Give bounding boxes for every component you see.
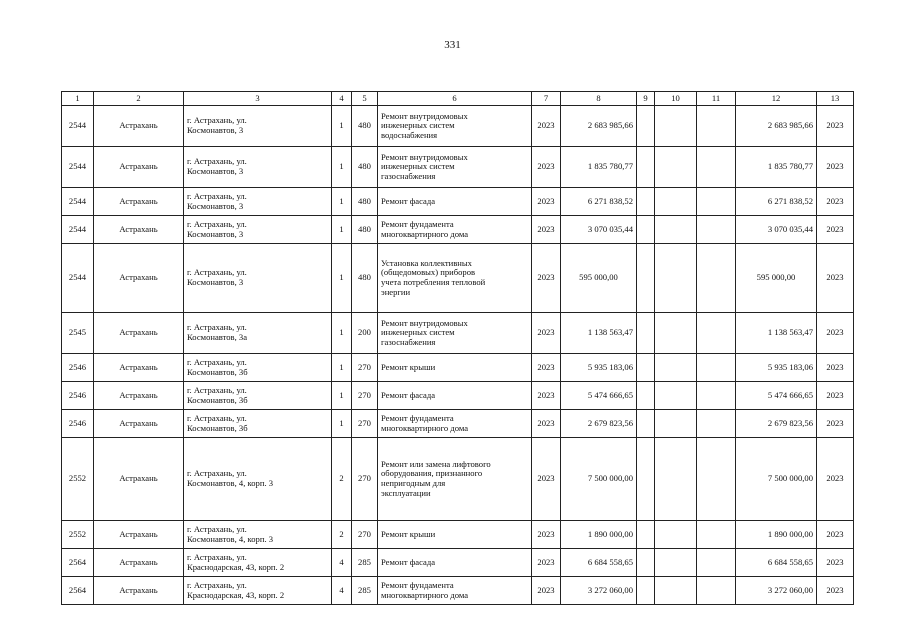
cell-work-type-line: учета потребления тепловой — [381, 277, 486, 287]
cell-city: Астрахань — [94, 410, 184, 438]
cell-work-type-line: газоснабжения — [381, 336, 436, 347]
cell-work-type — [378, 549, 532, 577]
cell-address-line: г. Астрахань, ул. — [187, 115, 247, 126]
cell-amount: 1 835 780,77 — [561, 147, 637, 188]
cell-col10 — [655, 382, 697, 410]
cell-year: 2023 — [532, 106, 561, 147]
cell-total: 1 138 563,47 — [736, 313, 817, 354]
cell-work-type-line: Ремонт фундамента — [381, 579, 454, 590]
cell-work-type-line: многоквартирного дома — [381, 228, 469, 239]
cell-end-year: 2023 — [817, 106, 854, 147]
cell-col10 — [655, 410, 697, 438]
cell-city: Астрахань — [94, 354, 184, 382]
cell-col5: 270 — [352, 382, 378, 410]
cell-address-line: Краснодарская, 43, корп. 2 — [187, 589, 285, 600]
cell-id: 2564 — [62, 549, 94, 577]
cell-col9 — [637, 106, 655, 147]
cell-total: 3 272 060,00 — [736, 577, 817, 605]
cell-col11 — [697, 521, 736, 549]
cell-col4: 1 — [332, 354, 352, 382]
cell-year: 2023 — [532, 188, 561, 216]
cell-col10 — [655, 438, 697, 521]
cell-amount: 6 271 838,52 — [561, 188, 637, 216]
column-header: 13 — [817, 92, 854, 106]
cell-city: Астрахань — [94, 147, 184, 188]
cell-col4: 1 — [332, 382, 352, 410]
cell-total: 3 070 035,44 — [736, 216, 817, 244]
cell-col11 — [697, 106, 736, 147]
cell-work-type — [378, 438, 532, 521]
cell-end-year: 2023 — [817, 354, 854, 382]
cell-end-year: 2023 — [817, 521, 854, 549]
cell-address-line: Краснодарская, 43, корп. 2 — [187, 561, 285, 572]
cell-total: 7 500 000,00 — [736, 438, 817, 521]
cell-end-year: 2023 — [817, 188, 854, 216]
cell-address-line: Космонавтов, 3б — [187, 366, 248, 377]
cell-col5: 270 — [352, 521, 378, 549]
cell-total: 6 271 838,52 — [736, 188, 817, 216]
cell-amount: 5 474 666,65 — [561, 382, 637, 410]
cell-col9 — [637, 521, 655, 549]
cell-col4: 2 — [332, 521, 352, 549]
cell-total: 1 890 000,00 — [736, 521, 817, 549]
cell-address — [184, 216, 332, 244]
cell-total: 5 474 666,65 — [736, 382, 817, 410]
cell-work-type-line: Ремонт фасада — [381, 556, 436, 567]
cell-col5: 285 — [352, 549, 378, 577]
cell-work-type — [378, 354, 532, 382]
cell-id: 2546 — [62, 382, 94, 410]
cell-col11 — [697, 244, 736, 313]
cell-work-type-line: Ремонт фундамента — [381, 412, 454, 423]
cell-work-type-line: многоквартирного дома — [381, 422, 469, 433]
cell-end-year: 2023 — [817, 313, 854, 354]
column-header: 5 — [352, 92, 378, 106]
cell-col5: 285 — [352, 577, 378, 605]
cell-total: 6 684 558,65 — [736, 549, 817, 577]
table-row — [62, 410, 854, 438]
cell-amount: 1 890 000,00 — [561, 521, 637, 549]
cell-address-line: г. Астрахань, ул. — [187, 551, 247, 562]
cell-address-line: г. Астрахань, ул. — [187, 156, 247, 167]
cell-work-type-line: инженерных систем — [381, 120, 455, 131]
cell-col10 — [655, 216, 697, 244]
cell-col4: 1 — [332, 410, 352, 438]
cell-year: 2023 — [532, 147, 561, 188]
cell-year: 2023 — [532, 244, 561, 313]
cell-amount: 1 138 563,47 — [561, 313, 637, 354]
cell-year: 2023 — [532, 549, 561, 577]
cell-amount: 6 684 558,65 — [561, 549, 637, 577]
cell-amount: 3 070 035,44 — [561, 216, 637, 244]
cell-work-type-line: энергии — [381, 286, 411, 297]
cell-work-type-line: Ремонт фасада — [381, 389, 436, 400]
table-row — [62, 577, 854, 605]
table-row — [62, 549, 854, 577]
cell-col11 — [697, 147, 736, 188]
cell-address-line: г. Астрахань, ул. — [187, 579, 247, 590]
cell-work-type-line: газоснабжения — [381, 170, 436, 181]
cell-amount: 7 500 000,00 — [561, 438, 637, 521]
cell-year: 2023 — [532, 216, 561, 244]
cell-work-type-line: Ремонт внутридомовых — [381, 151, 468, 162]
cell-col11 — [697, 549, 736, 577]
cell-end-year: 2023 — [817, 410, 854, 438]
cell-address — [184, 521, 332, 549]
cell-city: Астрахань — [94, 106, 184, 147]
cell-col5: 480 — [352, 147, 378, 188]
table-row — [62, 147, 854, 188]
cell-address-line: Космонавтов, 3 — [187, 200, 244, 211]
cell-col9 — [637, 354, 655, 382]
cell-end-year: 2023 — [817, 244, 854, 313]
cell-total: 5 935 183,06 — [736, 354, 817, 382]
cell-col5: 270 — [352, 438, 378, 521]
column-header: 8 — [561, 92, 637, 106]
cell-address-line: Космонавтов, 4, корп. 3 — [187, 533, 274, 544]
cell-work-type — [378, 244, 532, 313]
cell-amount: 2 679 823,56 — [561, 410, 637, 438]
cell-id: 2544 — [62, 216, 94, 244]
cell-work-type-line: Ремонт внутридомовых — [381, 110, 468, 121]
cell-col9 — [637, 410, 655, 438]
cell-work-type — [378, 106, 532, 147]
cell-col11 — [697, 438, 736, 521]
table-row — [62, 354, 854, 382]
cell-city: Астрахань — [94, 188, 184, 216]
cell-col4: 1 — [332, 188, 352, 216]
cell-col11 — [697, 410, 736, 438]
cell-address-line: г. Астрахань, ул. — [187, 523, 247, 534]
cell-id: 2544 — [62, 106, 94, 147]
cell-col10 — [655, 549, 697, 577]
cell-address-line: г. Астрахань, ул. — [187, 356, 247, 367]
cell-id: 2552 — [62, 521, 94, 549]
cell-id: 2546 — [62, 410, 94, 438]
cell-address — [184, 410, 332, 438]
table-row — [62, 244, 854, 313]
cell-id: 2544 — [62, 244, 94, 313]
cell-end-year: 2023 — [817, 438, 854, 521]
cell-col9 — [637, 549, 655, 577]
cell-end-year: 2023 — [817, 216, 854, 244]
cell-address-line: г. Астрахань, ул. — [187, 468, 247, 479]
cell-work-type-line: (общедомовых) приборов — [381, 267, 476, 278]
cell-address — [184, 382, 332, 410]
cell-work-type — [378, 147, 532, 188]
repair-program-table — [61, 91, 854, 605]
cell-amount: 595 000,00 — [561, 244, 637, 313]
cell-work-type-line: непригодным для — [381, 478, 446, 488]
cell-address — [184, 438, 332, 521]
cell-id: 2544 — [62, 188, 94, 216]
cell-address-line: г. Астрахань, ул. — [187, 218, 247, 229]
cell-end-year: 2023 — [817, 382, 854, 410]
table-row — [62, 313, 854, 354]
cell-address-line: Космонавтов, 3б — [187, 394, 248, 405]
cell-work-type — [378, 313, 532, 354]
cell-amount: 5 935 183,06 — [561, 354, 637, 382]
cell-col9 — [637, 382, 655, 410]
cell-city: Астрахань — [94, 216, 184, 244]
cell-col10 — [655, 147, 697, 188]
table-row — [62, 188, 854, 216]
cell-address-line: Космонавтов, 3 — [187, 228, 244, 239]
cell-address-line: г. Астрахань, ул. — [187, 190, 247, 201]
cell-col4: 1 — [332, 106, 352, 147]
column-header: 3 — [184, 92, 332, 106]
cell-id: 2546 — [62, 354, 94, 382]
cell-address — [184, 106, 332, 147]
cell-year: 2023 — [532, 577, 561, 605]
cell-work-type-line: Ремонт или замена лифтового — [381, 458, 491, 469]
cell-id: 2544 — [62, 147, 94, 188]
cell-col11 — [697, 577, 736, 605]
cell-col9 — [637, 244, 655, 313]
cell-work-type — [378, 188, 532, 216]
cell-address — [184, 354, 332, 382]
cell-work-type — [378, 216, 532, 244]
cell-work-type-line: водоснабжения — [381, 129, 438, 140]
table-row — [62, 106, 854, 147]
column-header: 11 — [697, 92, 736, 106]
cell-total: 2 679 823,56 — [736, 410, 817, 438]
cell-col9 — [637, 188, 655, 216]
cell-address — [184, 147, 332, 188]
cell-col10 — [655, 188, 697, 216]
cell-work-type-line: Установка коллективных — [381, 257, 472, 268]
cell-year: 2023 — [532, 313, 561, 354]
cell-year: 2023 — [532, 438, 561, 521]
cell-col5: 270 — [352, 410, 378, 438]
cell-work-type-line: Ремонт фасада — [381, 195, 436, 206]
cell-city: Астрахань — [94, 549, 184, 577]
cell-address — [184, 188, 332, 216]
column-header: 2 — [94, 92, 184, 106]
column-header: 4 — [332, 92, 352, 106]
cell-amount: 3 272 060,00 — [561, 577, 637, 605]
column-header: 9 — [637, 92, 655, 106]
cell-col9 — [637, 577, 655, 605]
cell-year: 2023 — [532, 354, 561, 382]
cell-address-line: г. Астрахань, ул. — [187, 412, 247, 423]
page-number: 331 — [444, 39, 461, 51]
cell-col4: 1 — [332, 216, 352, 244]
cell-work-type-line: инженерных систем — [381, 327, 455, 338]
cell-col4: 1 — [332, 147, 352, 188]
cell-col11 — [697, 216, 736, 244]
cell-work-type — [378, 577, 532, 605]
cell-work-type-line: Ремонт крыши — [381, 528, 436, 539]
cell-col10 — [655, 313, 697, 354]
cell-id: 2545 — [62, 313, 94, 354]
cell-col4: 1 — [332, 244, 352, 313]
cell-col5: 480 — [352, 188, 378, 216]
table-row — [62, 216, 854, 244]
cell-end-year: 2023 — [817, 577, 854, 605]
cell-col4: 2 — [332, 438, 352, 521]
cell-col5: 480 — [352, 244, 378, 313]
cell-city: Астрахань — [94, 313, 184, 354]
cell-col5: 480 — [352, 106, 378, 147]
cell-col10 — [655, 577, 697, 605]
table-row — [62, 521, 854, 549]
table-body — [62, 106, 854, 605]
cell-col4: 4 — [332, 549, 352, 577]
cell-amount: 2 683 985,66 — [561, 106, 637, 147]
cell-address-line: Космонавтов, 3а — [187, 332, 248, 342]
cell-work-type-line: инженерных систем — [381, 161, 455, 172]
cell-col9 — [637, 147, 655, 188]
cell-address-line: г. Астрахань, ул. — [187, 384, 247, 395]
cell-address-line: Космонавтов, 3 — [187, 166, 244, 176]
cell-work-type-line: Ремонт внутридомовых — [381, 317, 468, 328]
cell-work-type-line: эксплуатации — [381, 487, 431, 498]
cell-work-type — [378, 410, 532, 438]
column-header: 10 — [655, 92, 697, 106]
cell-end-year: 2023 — [817, 147, 854, 188]
column-header: 12 — [736, 92, 817, 106]
cell-year: 2023 — [532, 521, 561, 549]
cell-col11 — [697, 354, 736, 382]
cell-work-type — [378, 382, 532, 410]
column-header: 1 — [62, 92, 94, 106]
cell-col9 — [637, 438, 655, 521]
cell-col9 — [637, 216, 655, 244]
cell-address-line: Космонавтов, 4, корп. 3 — [187, 478, 274, 488]
cell-id: 2564 — [62, 577, 94, 605]
cell-address-line: Космонавтов, 3б — [187, 422, 248, 433]
cell-address-line: г. Астрахань, ул. — [187, 322, 247, 333]
cell-col4: 4 — [332, 577, 352, 605]
cell-col10 — [655, 244, 697, 313]
cell-work-type-line: многоквартирного дома — [381, 589, 469, 600]
cell-total: 1 835 780,77 — [736, 147, 817, 188]
cell-end-year: 2023 — [817, 549, 854, 577]
cell-city: Астрахань — [94, 577, 184, 605]
cell-id: 2552 — [62, 438, 94, 521]
table-row — [62, 382, 854, 410]
cell-col9 — [637, 313, 655, 354]
cell-col11 — [697, 188, 736, 216]
cell-work-type — [378, 521, 532, 549]
cell-address — [184, 577, 332, 605]
cell-col10 — [655, 521, 697, 549]
cell-col10 — [655, 354, 697, 382]
cell-col4: 1 — [332, 313, 352, 354]
cell-address — [184, 549, 332, 577]
cell-col11 — [697, 313, 736, 354]
column-header: 6 — [378, 92, 532, 106]
cell-work-type-line: оборудования, признанного — [381, 468, 483, 479]
cell-address-line: г. Астрахань, ул. — [187, 267, 247, 278]
cell-work-type-line: Ремонт крыши — [381, 361, 436, 372]
cell-col5: 200 — [352, 313, 378, 354]
cell-city: Астрахань — [94, 521, 184, 549]
column-number-row — [62, 92, 854, 106]
cell-col5: 480 — [352, 216, 378, 244]
cell-address — [184, 313, 332, 354]
cell-address — [184, 244, 332, 313]
cell-address-line: Космонавтов, 3 — [187, 125, 244, 135]
cell-work-type-line: Ремонт фундамента — [381, 218, 454, 229]
column-header: 7 — [532, 92, 561, 106]
cell-col10 — [655, 106, 697, 147]
cell-col5: 270 — [352, 354, 378, 382]
cell-col11 — [697, 382, 736, 410]
cell-total: 595 000,00 — [736, 244, 817, 313]
cell-year: 2023 — [532, 410, 561, 438]
cell-address-line: Космонавтов, 3 — [187, 277, 244, 287]
table-row — [62, 438, 854, 521]
cell-year: 2023 — [532, 382, 561, 410]
cell-city: Астрахань — [94, 244, 184, 313]
cell-city: Астрахань — [94, 438, 184, 521]
cell-city: Астрахань — [94, 382, 184, 410]
cell-total: 2 683 985,66 — [736, 106, 817, 147]
